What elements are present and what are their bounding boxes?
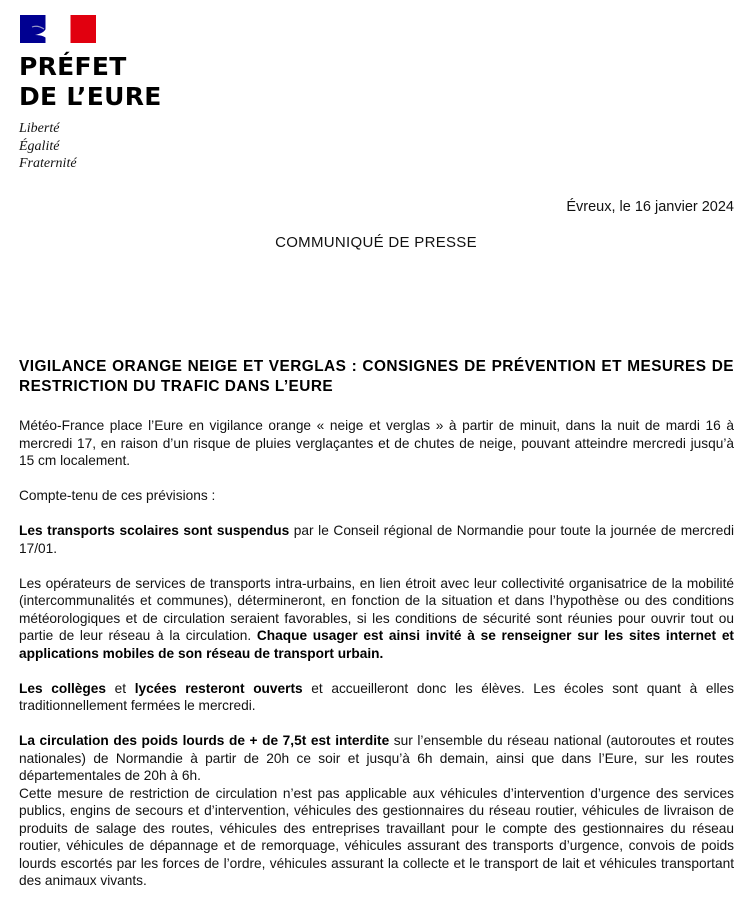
motto-liberte: Liberté <box>19 121 60 136</box>
paragraph-urban-transport: Les opérateurs de services de transports intra-urbains, en lien étroit avec leur collectivité organisatrice de la mobilité (intercommunalités et communes), détermineront, en fonction de la situation et dans l’hypothèse ou des conditions météorologiques et de circulation seraient favorables, si les conditions de sécurité sont réunies pour ouvrir tout ou partie de leur réseau à la circulation. Chaque usager est ainsi invité à se renseigner sur les sites internet et applications mobiles de son réseau de transport urbain. <box>19 575 734 661</box>
paragraph-school-transport: Les transports scolaires sont suspendus par le Conseil régional de Normandie pour toute la journée de mercredi 17/01. <box>19 523 734 556</box>
motto-egalite: Égalité <box>19 138 60 154</box>
urban-transport-highlight: Chaque usager est ainsi invité à se renseigner sur les sites internet et applications mobiles de son réseau de transport urbain. <box>19 628 734 661</box>
prefet-title-line1: PRÉFET <box>19 52 127 81</box>
press-release-body <box>19 417 734 907</box>
date-line: Évreux, le 16 janvier 2024 <box>566 199 734 215</box>
motto-fraternite: Fraternité <box>19 156 77 171</box>
paragraph-forecast-intro: Compte-tenu de ces prévisions : <box>19 488 216 503</box>
prefet-title-line2: DE L’EURE <box>19 82 162 111</box>
document-type: COMMUNIQUÉ DE PRESSE <box>275 234 477 251</box>
paragraph-exemptions: Cette mesure de restriction de circulation n’est pas applicable aux véhicules d’intervention d’urgence des services publics, engins de secours et d’intervention, véhicules des gestionnaires du réseau routier, véhicules de livraison de produits de salage des routes, véhicules des entreprises travaillant pour le compte des gestionnaires du réseau routier, véhicules de dépannage et de remorquage, véhicules assurant des transports d’urgence, convois de poids lourds escortés par les forces de l’ordre, véhicules assurant la collecte et le transport de lait et véhicules transportant des animaux vivants. <box>19 785 734 888</box>
paragraph-schools: Les collèges et lycées resteront ouverts et accueilleront donc les élèves. Les écoles sont quant à elles traditionnellement fermées le mercredi. <box>19 680 734 713</box>
republic-motto <box>19 120 77 173</box>
flag-blue-band <box>20 15 46 43</box>
paragraph-heavy-trucks: La circulation des poids lourds de + de 7,5t est interdite sur l’ensemble du réseau national (autoroutes et routes nationales) de Normandie à partir de 20h ce soir et jusqu’à 6h demain, ainsi que dans l’Eure, sur les routes départementales de 20h à 6h. <box>19 733 734 783</box>
republique-francaise-flag-logo <box>20 15 96 43</box>
headline: VIGILANCE ORANGE NEIGE ET VERGLAS : CONSIGNES DE PRÉVENTION ET MESURES DE RESTRICTION DU TRAFIC DANS L’EURE <box>19 358 734 395</box>
school-transport-highlight: Les transports scolaires sont suspendus <box>19 523 290 538</box>
paragraph-vigilance: Météo-France place l’Eure en vigilance orange « neige et verglas » à partir de minuit, dans la nuit de mardi 16 à mercredi 17, en raison d’un risque de pluies verglaçantes et de chutes de neige, pouvant atteindre mercredi jusqu’à 15 cm localement. <box>19 418 734 468</box>
flag-red-band <box>71 15 97 43</box>
prefet-title <box>19 52 162 112</box>
heavy-trucks-highlight: La circulation des poids lourds de + de 7,5t est interdite <box>19 733 390 748</box>
